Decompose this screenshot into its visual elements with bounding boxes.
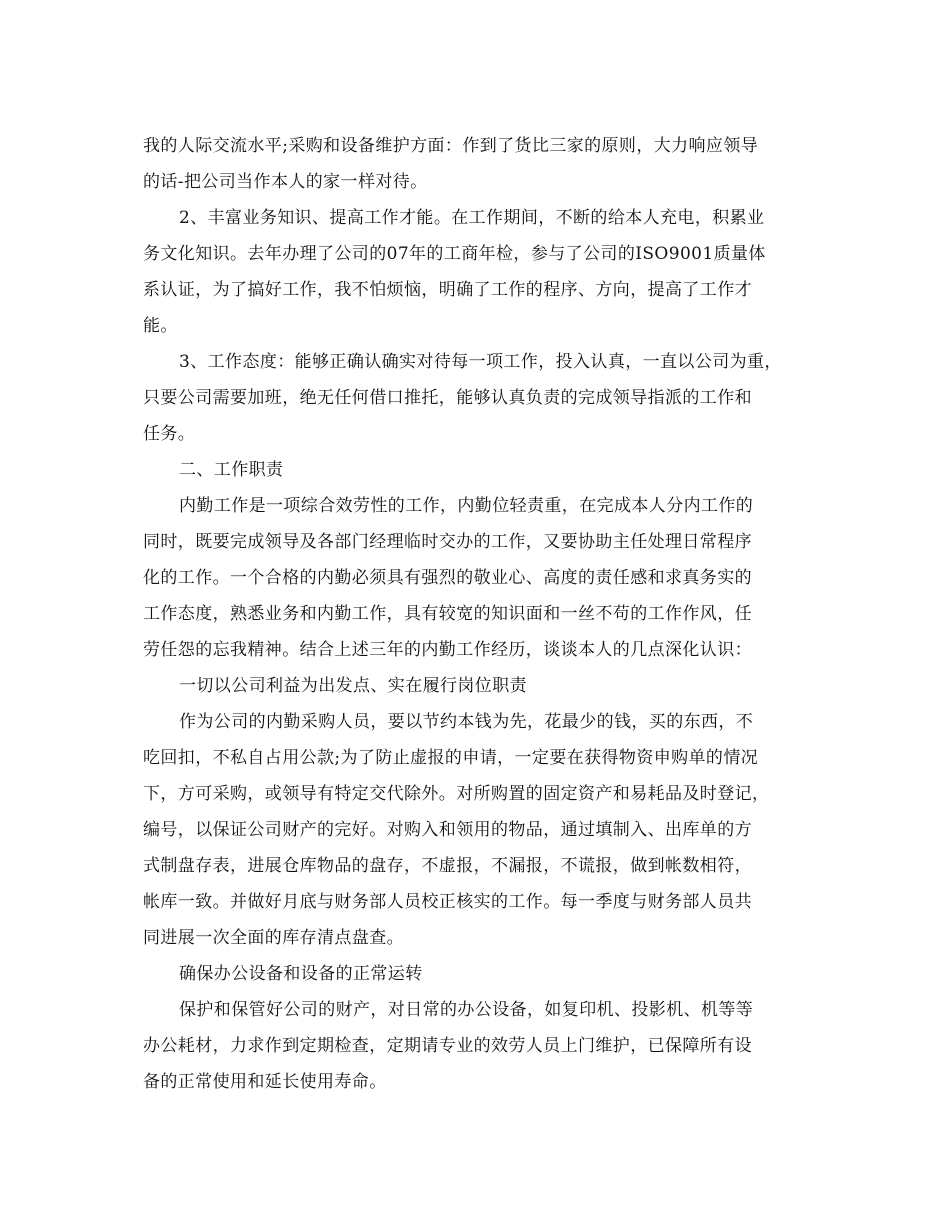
subsection-heading: 确保办公设备和设备的正常运转 <box>179 964 423 984</box>
text-line: 式制盘存表，进展仓库物品的盘存，不虚报，不漏报，不谎报，做到帐数相符， <box>143 856 752 876</box>
subsection-heading: 一切以公司利益为出发点、实在履行岗位职责 <box>179 676 527 696</box>
text-line: 同时，既要完成领导及各部门经理临时交办的工作，又要协助主任处理日常程序 <box>143 532 752 552</box>
text-line: 只要公司需要加班，绝无任何借口推托，能够认真负责的完成领导指派的工作和 <box>143 388 752 408</box>
text-line: 2、丰富业务知识、提高工作才能。在工作期间，不断的给本人充电，积累业 <box>179 208 765 228</box>
text-line: 编号，以保证公司财产的完好。对购入和领用的物品，通过填制入、出库单的方 <box>143 820 752 840</box>
section-heading: 二、工作职责 <box>179 460 284 480</box>
text-line: 务文化知识。去年办理了公司的07年的工商年检，参与了公司的ISO9001质量体 <box>143 244 766 264</box>
text-line: 我的人际交流水平;采购和设备维护方面：作到了货比三家的原则，大力响应领导 <box>143 136 759 156</box>
text-line: 化的工作。一个合格的内勤必须具有强烈的敬业心、高度的责任感和求真务实的 <box>143 568 752 588</box>
text-line: 作为公司的内勤采购人员，要以节约本钱为先，花最少的钱，买的东西，不 <box>179 712 754 732</box>
document-body <box>143 128 813 1100</box>
text-line: 的话-把公司当作本人的家一样对待。 <box>143 172 428 192</box>
text-line: 同进展一次全面的库存清点盘查。 <box>143 928 404 948</box>
text-line: 下，方可采购，或领导有特定交代除外。对所购置的固定资产和易耗品及时登记， <box>143 784 770 804</box>
text-line: 办公耗材，力求作到定期检查，定期请专业的效劳人员上门维护，已保障所有设 <box>143 1036 752 1056</box>
text-line: 3、工作态度：能够正确认确实对待每一项工作，投入认真，一直以公司为重， <box>179 352 782 372</box>
text-line: 保护和保管好公司的财产，对日常的办公设备，如复印机、投影机、机等等 <box>179 1000 754 1020</box>
text-line: 吃回扣，不私自占用公款;为了防止虚报的申请，一定要在获得物资申购单的情况 <box>143 748 759 768</box>
text-line: 内勤工作是一项综合效劳性的工作，内勤位轻责重，在完成本人分内工作的 <box>179 496 754 516</box>
text-line: 帐库一致。并做好月底与财务部人员校正核实的工作。每一季度与财务部人员共 <box>143 892 752 912</box>
text-line: 劳任怨的忘我精神。结合上述三年的内勤工作经历，谈谈本人的几点深化认识： <box>143 640 752 660</box>
text-line: 备的正常使用和延长使用寿命。 <box>143 1072 387 1092</box>
text-line: 任务。 <box>143 424 196 444</box>
text-line: 能。 <box>143 316 178 336</box>
text-line: 系认证，为了搞好工作，我不怕烦恼，明确了工作的程序、方向，提高了工作才 <box>143 280 752 300</box>
text-line: 工作态度，熟悉业务和内勤工作，具有较宽的知识面和一丝不苟的工作作风，任 <box>143 604 752 624</box>
